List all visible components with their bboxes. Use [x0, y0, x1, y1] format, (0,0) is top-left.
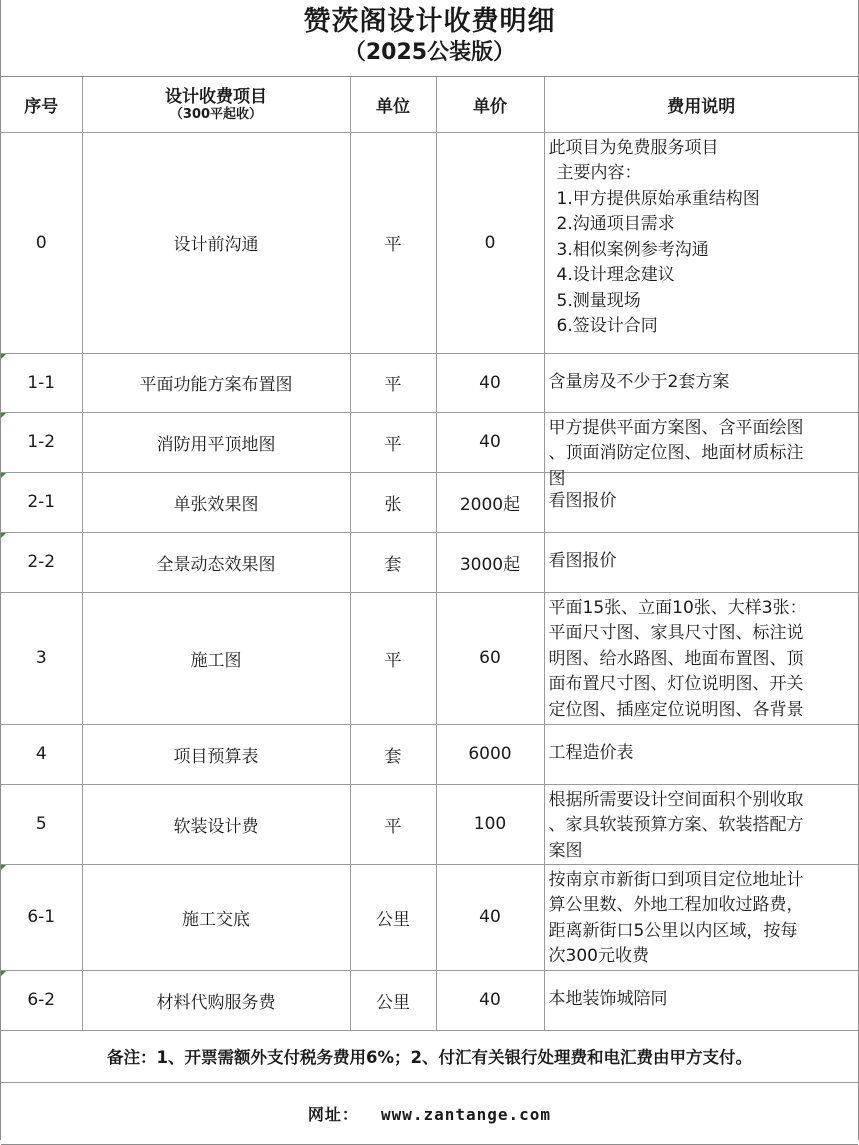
- desc-line: 6.签设计合同: [556, 316, 658, 336]
- row-item: 施工交底: [82, 864, 350, 970]
- row-item: 软装设计费: [82, 784, 350, 864]
- row-price: 2000起: [436, 472, 544, 532]
- note-row: [1, 1030, 858, 1082]
- desc-line: 图: [548, 468, 566, 489]
- desc-line: 按南京市新街口到项目定位地址计: [548, 869, 804, 890]
- row-item: 施工图: [82, 592, 350, 724]
- row-item: 材料代购服务费: [82, 970, 350, 1030]
- row-unit: 张: [350, 472, 436, 532]
- row-index: 4: [1, 724, 82, 784]
- table-row: [1, 724, 858, 784]
- header-item-note: （300平起收）: [169, 106, 263, 122]
- row-unit: 公里: [350, 864, 436, 970]
- desc-line: 平面尺寸图、家具尺寸图、标注说: [548, 623, 804, 643]
- row-price: 40: [436, 864, 544, 970]
- row-price: 3000起: [436, 532, 544, 592]
- row-unit: 平: [350, 353, 436, 412]
- desc-line: 含量房及不少于2套方案: [548, 371, 730, 392]
- fee-table: [1, 77, 858, 1145]
- table-row: [1, 592, 858, 724]
- desc-line: 甲方提供平面方案图、含平面绘图: [548, 417, 804, 438]
- row-unit: 平: [350, 412, 436, 472]
- row-item: 消防用平顶地图: [82, 412, 350, 472]
- desc-line: 次300元收费: [548, 946, 649, 966]
- row-price: 40: [436, 353, 544, 412]
- row-price: 60: [436, 592, 544, 724]
- row-desc: [544, 724, 858, 784]
- table-row: [1, 864, 858, 970]
- row-unit: 套: [350, 532, 436, 592]
- row-index: 5: [1, 784, 82, 864]
- table-row: [1, 412, 858, 472]
- desc-line: 案图: [548, 840, 583, 861]
- page-subtitle: （2025公装版）: [343, 40, 516, 65]
- desc-line: 1.甲方提供原始承重结构图: [556, 188, 760, 209]
- row-price: 0: [436, 132, 544, 353]
- header-unit: 单位: [350, 77, 436, 132]
- desc-line: 3.相似案例参考沟通: [556, 239, 709, 260]
- desc-line: 2.沟通项目需求: [556, 214, 675, 234]
- table-row: [1, 784, 858, 864]
- page-title: 赞茨阁设计收费明细: [303, 6, 556, 37]
- desc-line: 、家具软装预算方案、软装搭配方: [548, 815, 804, 835]
- row-desc: [544, 532, 858, 592]
- row-desc: [544, 353, 858, 412]
- row-index: 0: [1, 132, 82, 353]
- row-index: 6-1: [1, 864, 82, 970]
- row-price: 6000: [436, 724, 544, 784]
- table-row: [1, 970, 858, 1030]
- row-desc: [544, 970, 858, 1030]
- website-url[interactable]: www.zantange.com: [380, 1104, 552, 1124]
- row-desc: [544, 412, 858, 489]
- row-item: 单张效果图: [82, 472, 350, 532]
- row-desc: [544, 864, 858, 970]
- desc-line: 5.测量现场: [556, 290, 641, 311]
- row-item: 项目预算表: [82, 724, 350, 784]
- row-desc: [544, 784, 858, 864]
- row-price: 40: [436, 412, 544, 472]
- desc-line: 根据所需要设计空间面积个别收取: [548, 789, 804, 810]
- row-unit: 套: [350, 724, 436, 784]
- row-index: 1-1: [1, 353, 82, 412]
- row-item: 设计前沟通: [82, 132, 350, 353]
- desc-line: 工程造价表: [548, 743, 634, 764]
- row-index: 6-2: [1, 970, 82, 1030]
- desc-line: 此项目为免费服务项目: [548, 137, 719, 158]
- desc-line: 看图报价: [548, 491, 617, 512]
- table-row: [1, 532, 858, 592]
- table-row: [1, 132, 858, 353]
- row-index: 2-1: [1, 472, 82, 532]
- desc-line: 4.设计理念建议: [556, 265, 675, 285]
- website-label: 网址：: [307, 1104, 359, 1124]
- row-index: 1-2: [1, 412, 82, 472]
- desc-line: 看图报价: [548, 551, 617, 572]
- row-price: 40: [436, 970, 544, 1030]
- desc-line: 平面15张、立面10张、大样3张：: [548, 597, 807, 618]
- row-unit: 平: [350, 132, 436, 353]
- desc-line: 主要内容：: [556, 163, 642, 183]
- website-row: [1, 1082, 858, 1144]
- header-item-label: 设计收费项目: [165, 86, 267, 107]
- website-cell: [1, 1082, 858, 1144]
- row-item: 平面功能方案布置图: [82, 353, 350, 412]
- row-desc: [544, 132, 858, 353]
- desc-line: 定位图、插座定位说明图、各背景: [548, 699, 804, 720]
- row-index: 2-2: [1, 532, 82, 592]
- desc-line: 算公里数、外地工程加收过路费，: [548, 895, 804, 915]
- header-row: [1, 77, 858, 132]
- row-desc: [544, 592, 858, 724]
- row-unit: 平: [350, 784, 436, 864]
- row-unit: 平: [350, 592, 436, 724]
- desc-line: 本地装饰城陪同: [548, 989, 668, 1010]
- row-unit: 公里: [350, 970, 436, 1030]
- header-item: [82, 77, 350, 132]
- table-row: [1, 472, 858, 532]
- table-row: [1, 353, 858, 412]
- title-block: [1, 0, 858, 77]
- header-index: 序号: [1, 77, 82, 132]
- desc-line: 明图、给水路图、地面布置图、顶: [548, 648, 804, 669]
- desc-line: 面布置尺寸图、灯位说明图、开关: [548, 674, 804, 694]
- row-item: 全景动态效果图: [82, 532, 350, 592]
- remarks-note: 备注：1、开票需额外支付税务费用6%；2、付汇有关银行处理费和电汇费由甲方支付。: [1, 1030, 858, 1082]
- row-price: 100: [436, 784, 544, 864]
- row-index: 3: [1, 592, 82, 724]
- header-desc: 费用说明: [544, 77, 858, 132]
- header-price: 单价: [436, 77, 544, 132]
- row-desc: [544, 472, 858, 532]
- desc-line: 距离新街口5公里以内区域，按每: [548, 920, 798, 941]
- desc-line: 、顶面消防定位图、地面材质标注: [548, 443, 804, 463]
